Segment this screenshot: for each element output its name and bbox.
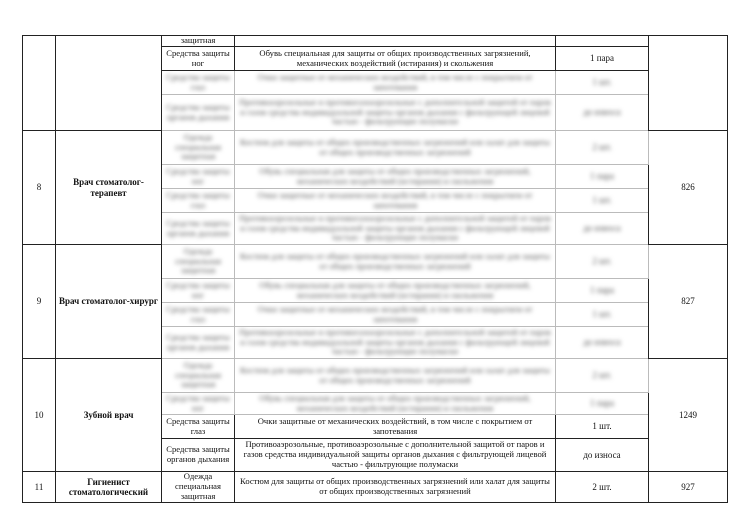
ppe-description-cell bbox=[235, 71, 556, 95]
ppe-description-cell: Очки защитные от механических воздействий, в том числе с покрытием от запотевания bbox=[235, 415, 556, 439]
issue-quantity-cell bbox=[556, 213, 649, 245]
ppe-description-cell bbox=[235, 131, 556, 165]
issue-quantity-cell bbox=[556, 245, 649, 279]
ppe-type-cell bbox=[162, 359, 235, 393]
redacted-text: Средства защиты органов дыхания bbox=[166, 217, 230, 238]
profession-cell: Зубной врач bbox=[56, 359, 162, 472]
table-row bbox=[23, 245, 728, 279]
redacted-text: Очки защитные от механических воздействий, в том числе с покрытием от запотевания bbox=[257, 71, 533, 92]
issue-quantity-cell bbox=[556, 165, 649, 189]
issue-quantity-cell bbox=[556, 71, 649, 95]
redacted-text: Обувь специальная для защиты от общих производственных загрязнений, механических воздействий (истирания) и скольжения bbox=[259, 279, 531, 300]
row-number-cell: 10 bbox=[23, 359, 56, 472]
ppe-description-cell: Обувь специальная для защиты от общих производственных загрязнений, механических воздействий (истирания) и скольжения bbox=[235, 47, 556, 71]
redacted-text: Противоаэрозольные и противогазоаэрозольные с дополнительной защитой от паров и газов средства индивидуальной защиты органов дыхания с фильтрующей лицевой частью - фильтрующие полумаски bbox=[239, 96, 551, 127]
ppe-type-cell: защитная bbox=[162, 36, 235, 47]
redacted-text: до износа bbox=[583, 223, 621, 234]
redacted-text: Средства защиты органов дыхания bbox=[166, 101, 230, 122]
ppe-description-cell bbox=[235, 359, 556, 393]
ppe-type-cell: Средства защиты ног bbox=[162, 47, 235, 71]
ppe-type-cell bbox=[162, 95, 235, 131]
redacted-text: 1 пара bbox=[589, 171, 615, 182]
redacted-text: Средства защиты глаз bbox=[166, 303, 230, 324]
ppe-description-cell bbox=[235, 165, 556, 189]
redacted-text: 2 шт. bbox=[592, 256, 612, 267]
profession-code-cell bbox=[649, 36, 728, 131]
ppe-type-cell bbox=[162, 279, 235, 303]
redacted-text: 1 пара bbox=[589, 398, 615, 409]
issue-quantity-cell bbox=[556, 327, 649, 359]
ppe-description-cell bbox=[235, 36, 556, 47]
table-row bbox=[23, 36, 728, 47]
ppe-type-cell bbox=[162, 213, 235, 245]
ppe-type-cell: Средства защиты органов дыхания bbox=[162, 439, 235, 472]
redacted-text: Средства защиты ног bbox=[166, 392, 230, 413]
redacted-text: Очки защитные от механических воздействий, в том числе с покрытием от запотевания bbox=[257, 303, 533, 324]
redacted-text: 2 шт. bbox=[592, 370, 612, 381]
ppe-type-cell bbox=[162, 245, 235, 279]
row-number-cell: 9 bbox=[23, 245, 56, 359]
redacted-text: 1 шт. bbox=[592, 309, 612, 320]
redacted-text: Одежда специальная защитная bbox=[175, 359, 221, 390]
table-row bbox=[23, 472, 728, 503]
redacted-text: 1 шт. bbox=[592, 77, 612, 88]
ppe-description-cell bbox=[235, 245, 556, 279]
row-number-cell: 11 bbox=[23, 472, 56, 503]
redacted-text: Костюм для защиты от общих производственных загрязнений или халат для защиты от общих производственных загрязнений bbox=[240, 136, 550, 157]
row-number-cell bbox=[23, 36, 56, 131]
redacted-text: Очки защитные от механических воздействий, в том числе с покрытием от запотевания bbox=[257, 189, 533, 210]
table-row bbox=[23, 359, 728, 393]
profession-cell: Врач стоматолог-хирург bbox=[56, 245, 162, 359]
ppe-type-cell: Средства защиты глаз bbox=[162, 415, 235, 439]
issue-quantity-cell: 1 шт. bbox=[556, 415, 649, 439]
profession-cell bbox=[56, 36, 162, 131]
ppe-description-cell bbox=[235, 189, 556, 213]
ppe-type-cell bbox=[162, 303, 235, 327]
issue-quantity-cell: 2 шт. bbox=[556, 472, 649, 503]
ppe-description-cell: Костюм для защиты от общих производственных загрязнений или халат для защиты от общих производственных загрязнений bbox=[235, 472, 556, 503]
profession-cell: Гигиенист стоматологический bbox=[56, 472, 162, 503]
redacted-text: Средства защиты ног bbox=[166, 279, 230, 300]
profession-code-cell: 826 bbox=[649, 131, 728, 245]
redacted-text: Средства защиты органов дыхания bbox=[166, 331, 230, 352]
issue-quantity-cell: до износа bbox=[556, 439, 649, 472]
ppe-description-cell bbox=[235, 213, 556, 245]
redacted-text: Противоаэрозольные и противогазоаэрозольные с дополнительной защитой от паров и газов средства индивидуальной защиты органов дыхания с фильтрующей лицевой частью - фильтрующие полумаски bbox=[239, 326, 551, 357]
redacted-text: Одежда специальная защитная bbox=[175, 245, 221, 276]
issue-quantity-cell: 1 пара bbox=[556, 47, 649, 71]
redacted-text: 1 пара bbox=[589, 285, 615, 296]
issue-quantity-cell bbox=[556, 393, 649, 415]
ppe-description-cell bbox=[235, 327, 556, 359]
issue-quantity-cell bbox=[556, 131, 649, 165]
ppe-description-cell bbox=[235, 95, 556, 131]
profession-code-cell: 927 bbox=[649, 472, 728, 503]
ppe-description-cell bbox=[235, 303, 556, 327]
redacted-text: Противоаэрозольные и противогазоаэрозольные с дополнительной защитой от паров и газов средства индивидуальной защиты органов дыхания с фильтрующей лицевой частью - фильтрующие полумаски bbox=[239, 212, 551, 243]
ppe-type-cell bbox=[162, 393, 235, 415]
ppe-type-cell bbox=[162, 189, 235, 213]
ppe-issuance-table bbox=[22, 35, 728, 503]
redacted-text: Средства защиты глаз bbox=[166, 189, 230, 210]
profession-code-cell: 827 bbox=[649, 245, 728, 359]
row-number-cell: 8 bbox=[23, 131, 56, 245]
ppe-description-cell bbox=[235, 393, 556, 415]
redacted-text: Обувь специальная для защиты от общих производственных загрязнений, механических воздействий (истирания) и скольжения bbox=[259, 392, 531, 413]
redacted-text: Средства защиты глаз bbox=[166, 71, 230, 92]
issue-quantity-cell bbox=[556, 95, 649, 131]
redacted-text: Костюм для защиты от общих производственных загрязнений или халат для защиты от общих производственных загрязнений bbox=[240, 364, 550, 385]
issue-quantity-cell bbox=[556, 279, 649, 303]
ppe-type-cell bbox=[162, 165, 235, 189]
profession-code-cell: 1249 bbox=[649, 359, 728, 472]
ppe-type-cell bbox=[162, 327, 235, 359]
redacted-text: Одежда специальная защитная bbox=[175, 131, 221, 162]
redacted-text: Обувь специальная для защиты от общих производственных загрязнений, механических воздействий (истирания) и скольжения bbox=[259, 165, 531, 186]
issue-quantity-cell bbox=[556, 36, 649, 47]
ppe-description-cell: Противоаэрозольные, противоаэрозольные с дополнительной защитой от паров и газов средства индивидуальной защиты органов дыхания с фильтрующей лицевой частью - фильтрующие полумаски bbox=[235, 439, 556, 472]
profession-cell: Врач стоматолог-терапевт bbox=[56, 131, 162, 245]
ppe-type-cell: Одежда специальная защитная bbox=[162, 472, 235, 503]
issue-quantity-cell bbox=[556, 189, 649, 213]
redacted-text: Средства защиты ног bbox=[166, 165, 230, 186]
issue-quantity-cell bbox=[556, 359, 649, 393]
redacted-text: Костюм для защиты от общих производственных загрязнений или халат для защиты от общих производственных загрязнений bbox=[240, 250, 550, 271]
ppe-description-cell bbox=[235, 279, 556, 303]
table-row bbox=[23, 131, 728, 165]
redacted-text: до износа bbox=[583, 107, 621, 118]
ppe-type-cell bbox=[162, 71, 235, 95]
ppe-type-cell bbox=[162, 131, 235, 165]
redacted-text: 2 шт. bbox=[592, 142, 612, 153]
issue-quantity-cell bbox=[556, 303, 649, 327]
redacted-text: 1 шт. bbox=[592, 195, 612, 206]
redacted-text: до износа bbox=[583, 337, 621, 348]
